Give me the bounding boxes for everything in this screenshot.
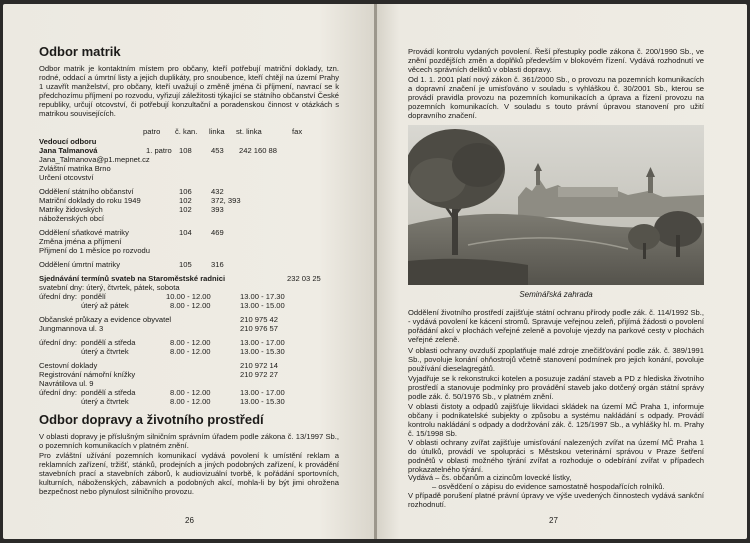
row-head-room: 108 [179, 146, 192, 155]
env-para-2: V oblasti ochrany ovzduší zpoplatňuje malé zdroje znečišťování podle zák. č. 389/1991 Sb., povoluje konání ohňostrojů včetně stanovení podmínek pro jejich konání, povoluje používání dieselagregátů. [408, 346, 704, 374]
row-head-direct: 242 160 88 [239, 146, 278, 155]
travel-day-2: úterý a čtvrtek [81, 397, 129, 406]
row-head-floor: 1. patro [146, 146, 172, 155]
col-room: č. kan. [175, 127, 198, 136]
idcards-pm-1: 13.00 - 17.00 [240, 338, 285, 347]
row-marriage-room: 104 [179, 228, 192, 237]
travel-line2: Registrování námořní knížky [39, 370, 136, 379]
row-pre1949-room: 102 [179, 196, 192, 205]
right-page [377, 4, 747, 539]
page-number-left: 26 [185, 516, 194, 525]
idcards-line1: Občanské průkazy a evidence obyvatel [39, 315, 172, 324]
row-head-label: Vedoucí odboru [39, 137, 97, 146]
idcards-day-2: úterý a čtvrtek [81, 347, 129, 356]
row-marriage-ext: 469 [211, 228, 224, 237]
row-death: Oddělení úmrtní matriky [39, 260, 121, 269]
idcards-am-1: 8.00 - 12.00 [170, 338, 211, 347]
env-para-8: V případě porušení platné právní úpravy ve výše uvedených činnostech vydává sankční rozhodnutí. [408, 491, 704, 510]
idcards-day-1: pondělí a středa [81, 338, 136, 347]
row-jewish-room: 102 [179, 205, 192, 214]
travel-phone1: 210 972 14 [240, 361, 279, 370]
idcards-hours-label: úřední dny: [39, 338, 77, 347]
row-head-email[interactable]: Jana_Talmanova@p1.mepnet.cz [39, 155, 150, 164]
transport-para-2: Pro zvláštní užívání pozemních komunikací vydává povolení k umístění reklam a reklamních zařízení, tržišť, stánků, prodejních a jiných podobných zařízení, k provádění stavebních prací a stavebních záborů, k audiovizuální tvorbě, k pořádání sportovních, kulturních, náboženských, zábavních a podobných akcí, mohla-li by být jimi ohrožena bezpečnost nebo plynulost silničního provozu. [39, 451, 339, 497]
travel-phone2: 210 972 27 [240, 370, 279, 379]
env-para-5: V oblasti ochrany zvířat zajišťuje umisťování nalezených zvířat na území MČ Praha 1 do útulků, provádí ve spolupráci s Městskou veterinární správou v Praze šetření podnětů v oblasti možného týrání zvířat a rozhoduje o odebírání zvířat v případech prokazatelného týrání. [408, 438, 704, 475]
row-citizenship-room: 106 [179, 187, 192, 196]
row-special-registry: Zvláštní matrika Brno [39, 164, 111, 173]
row-paternity: Určení otcovství [39, 173, 94, 182]
row-head-ext: 453 [211, 146, 224, 155]
wedding-phone: 232 03 25 [287, 274, 321, 283]
idcards-phone2: 210 976 57 [240, 324, 279, 333]
transport-para-1: V oblasti dopravy je příslušným silničním správním úřadem podle zákona č. 13/1997 Sb., o pozemních komunikacích v platném znění. [39, 432, 339, 451]
col-floor: patro [143, 127, 161, 136]
right-para-2: Od 1. 1. 2001 platí nový zákon č. 361/2000 Sb., o provozu na pozemních komunikacích a dopravní značení je umisťováno v souladu s vyhláškou č. 30/2001 Sb., kterou se provádí pravidla provozu na pozemních komunikacích a úprava a řízení provozu na pozemních komunikacích. V souladu s touto právní úpravou stanovení pro užití dopravního značení. [408, 75, 704, 121]
row-death-room: 105 [179, 260, 192, 269]
row-pre1949-ext: 372, 393 [211, 196, 241, 205]
travel-hours-label: úřední dny: [39, 388, 77, 397]
travel-day-1: pondělí a středa [81, 388, 136, 397]
wedding-hours-label: úřední dny: [39, 292, 77, 301]
garden-photo [408, 125, 704, 285]
right-para-1: Provádí kontrolu vydaných povolení. Řeší přestupky podle zákona č. 200/1990 Sb., ve znění pozdějších změn a doplňků především v blokovém řízení. Vydává rozhodnutí ve věcech správních deliktů v oblasti dopravy. [408, 47, 704, 75]
col-line: linka [209, 127, 225, 136]
row-jewish: Matriky židovských [39, 205, 103, 214]
col-direct-line: st. linka [236, 127, 262, 136]
idcards-phone1: 210 975 42 [240, 315, 279, 324]
row-head-name: Jana Talmanová [39, 146, 98, 155]
idcards-line2: Jungmannova ul. 3 [39, 324, 104, 333]
page-number-right: 27 [549, 516, 558, 525]
left-page [3, 4, 375, 539]
heading-registry-office: Odbor matrik [39, 44, 121, 59]
travel-am-1: 8.00 - 12.00 [170, 388, 211, 397]
row-marriage: Oddělení sňatkové matriky [39, 228, 129, 237]
col-fax: fax [292, 127, 303, 136]
heading-transport-env: Odbor dopravy a životního prostředí [39, 412, 264, 427]
travel-pm-2: 13.00 - 15.30 [240, 397, 285, 406]
idcards-am-2: 8.00 - 12.00 [170, 347, 211, 356]
wedding-day-1: pondělí [81, 292, 106, 301]
travel-line1: Cestovní doklady [39, 361, 98, 370]
wedding-days: svatební dny: úterý, čtvrtek, pátek, sobota [39, 283, 180, 292]
env-para-7: – osvědčení o zápisu do evidence samostatně hospodařících rolníků. [432, 482, 665, 491]
env-para-3: Vyjadřuje se k rekonstrukci kotelen a posuzuje zadání staveb a PD z hlediska životního prostředí a stanovuje podmínky pro provádění staveb jako dotčený orgán státní správy podle zák. č. 50/1976 Sb., v platném znění. [408, 374, 704, 402]
travel-am-2: 8.00 - 12.00 [170, 397, 211, 406]
registry-intro: Odbor matrik je kontaktním místem pro občany, kteří potřebují matriční doklady, tzn. rodné, oddací a úmrtní listy a jejich duplikáty, pro snoubence, kteří chtějí na území Prahy 1 uzavřít manželství, pro občany, kteří uvažují o změně jména či příjmení, navrací se k předchozímu příjmení po rozvodu, vyřizují záležitosti týkající se státního občanství České republiky, určují otcovství, či potřebují konzultační a poradenskou činnost v otázkách s matrikou souvisejících. [39, 64, 339, 119]
photo-caption: Seminářská zahrada [519, 290, 593, 299]
wedding-title: Sjednávání termínů svateb na Staroměstské radnici [39, 274, 226, 283]
wedding-am-2: 8.00 - 12.00 [170, 301, 211, 310]
idcards-pm-2: 13.00 - 15.30 [240, 347, 285, 356]
row-pre1949: Matriční doklady do roku 1949 [39, 196, 141, 205]
row-citizenship: Oddělení státního občanství [39, 187, 134, 196]
travel-pm-1: 13.00 - 17.00 [240, 388, 285, 397]
row-death-ext: 316 [211, 260, 224, 269]
wedding-pm-2: 13.00 - 15.00 [240, 301, 285, 310]
travel-line3: Navrátilova ul. 9 [39, 379, 94, 388]
row-jewish-ext: 393 [211, 205, 224, 214]
env-para-4: V oblasti čistoty a odpadů zajišťuje likvidaci skládek na území MČ Praha 1, informuje občany i podnikatelské subjekty o způsobu a systému nakládání s odpady. Provádí kontrolu nakládání s odpady a dodržování zák. č. 125/1997 Sb., a vyhlášky hl. m. Prahy č. 15/1998 Sb. [408, 402, 704, 439]
wedding-day-2: úterý až pátek [81, 301, 129, 310]
env-para-6: Vydává – čs. občanům a cizincům lovecké lístky, [408, 473, 572, 482]
row-divorce-name: Přijmení do 1 měsíce po rozvodu [39, 246, 151, 255]
row-citizenship-ext: 432 [211, 187, 224, 196]
wedding-pm-1: 13.00 - 17.30 [240, 292, 285, 301]
row-name-change: Změna jména a příjmení [39, 237, 122, 246]
wedding-am-1: 10.00 - 12.00 [166, 292, 211, 301]
env-para-1: Oddělení životního prostředí zajišťuje státní ochranu přírody podle zák. č. 114/1992 Sb., - vydává povolení ke kácení stromů. Spravuje veřejnou zeleň, přijímá žádosti o povolení pořádání akcí v plochách veřejné zeleně a povoluje vjezdy na parkové cesty v plochách veřejné zeleně. [408, 308, 704, 345]
row-jewish-cont: náboženských obcí [39, 214, 105, 223]
